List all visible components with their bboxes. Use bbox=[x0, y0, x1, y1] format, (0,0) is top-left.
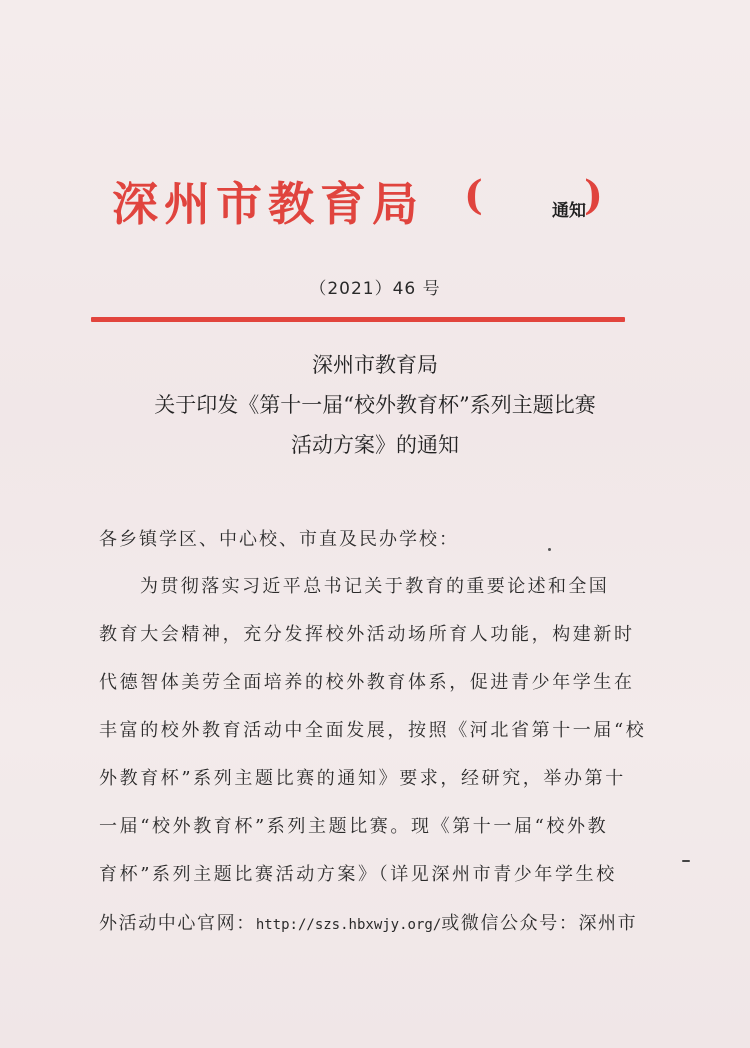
body-line: 教育大会精神，充分发挥校外活动场所育人功能，构建新时 bbox=[99, 624, 635, 645]
body-line: 丰富的校外教育活动中全面发展，按照《河北省第十一届“校 bbox=[99, 720, 647, 741]
paper-speck bbox=[682, 860, 690, 862]
body-line-last-prefix: 外活动中心官网： bbox=[99, 913, 256, 934]
website-url: http://szs.hbxwjy.org/ bbox=[255, 917, 442, 933]
title-line-subject: 关于印发《第十一届“校外教育杯”系列主题比赛 bbox=[154, 393, 596, 417]
document-title bbox=[0, 345, 750, 465]
body-line: 一届“校外教育杯”系列主题比赛。现《第十一届“校外教 bbox=[99, 816, 609, 837]
header-doc-type: 通知 bbox=[552, 201, 586, 221]
header-paren-open: ( bbox=[464, 172, 483, 219]
body-line-last-suffix: 或微信公众号：深州市 bbox=[441, 913, 638, 934]
header-paren-close: ) bbox=[584, 172, 603, 219]
issuer-header: 深州市教育局 bbox=[112, 177, 424, 231]
salutation: 各乡镇学区、中心校、市直及民办学校： bbox=[99, 529, 459, 550]
red-divider-rule bbox=[91, 317, 625, 322]
body-line: 外教育杯”系列主题比赛的通知》要求，经研究，举办第十 bbox=[99, 768, 626, 789]
paper-speck bbox=[548, 548, 551, 551]
title-line-subject-end: 活动方案》的通知 bbox=[291, 433, 459, 457]
body-line-last bbox=[99, 909, 639, 935]
body-line: 育杯”系列主题比赛活动方案》（详见深州市青少年学生校 bbox=[99, 864, 617, 885]
body-line: 为贯彻落实习近平总书记关于教育的重要论述和全国 bbox=[140, 576, 610, 597]
document-number: （2021）46 号 bbox=[309, 279, 441, 299]
title-line-issuer: 深州市教育局 bbox=[312, 353, 438, 377]
body-line: 代德智体美劳全面培养的校外教育体系，促进青少年学生在 bbox=[99, 672, 635, 693]
